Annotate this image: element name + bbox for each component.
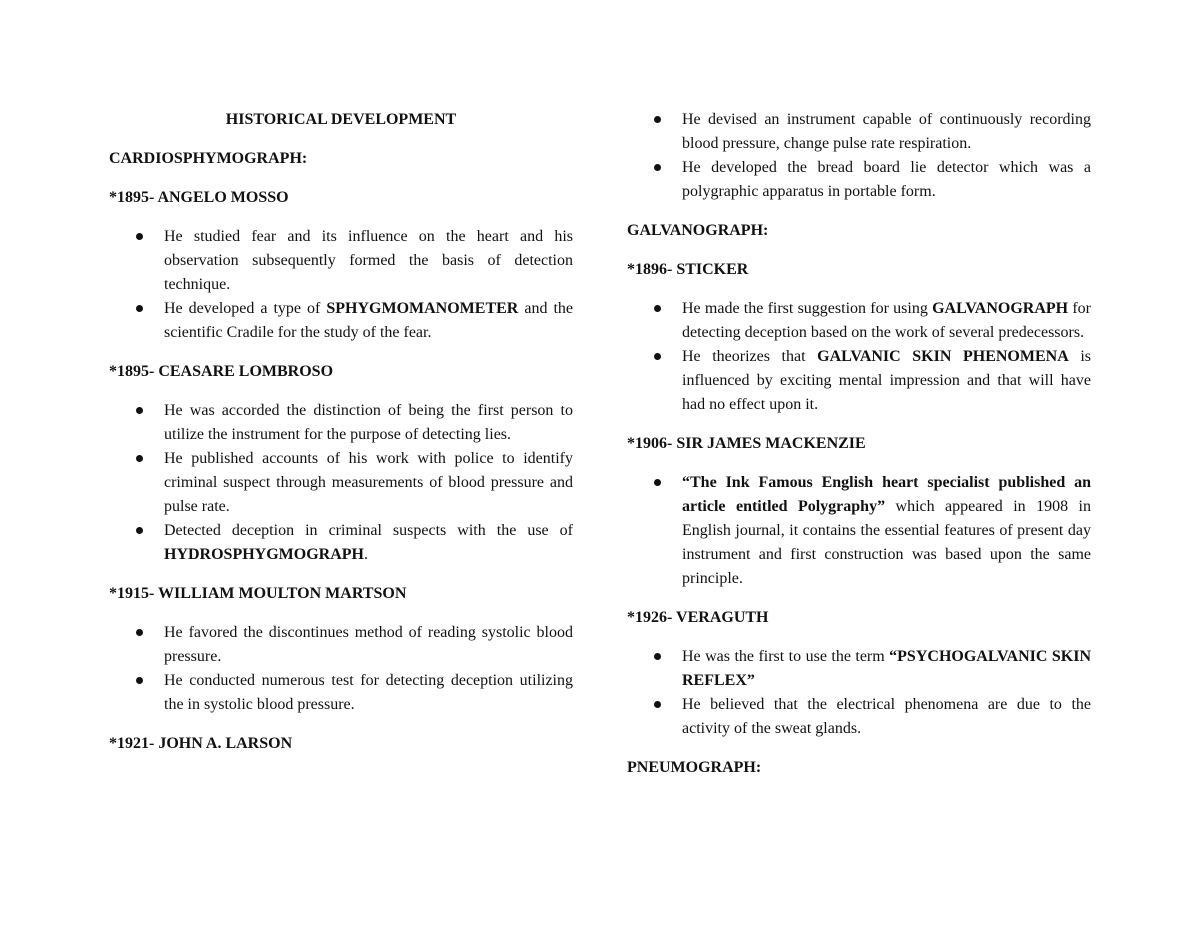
list-item	[109, 297, 573, 345]
list-item-text: He favored the discontinues method of reading systolic blood pressure.	[164, 624, 573, 665]
bullet-list-mosso	[109, 225, 573, 345]
bullet-list-marston	[109, 621, 573, 717]
entry-heading-larson: *1921- JOHN A. LARSON	[109, 735, 293, 752]
list-item-text: for detecting deception based on the work of several predecessors.	[682, 300, 1092, 341]
list-item	[627, 108, 1091, 156]
list-item-text: He believed that the electrical phenomena are due to the activity of the sweat glands.	[682, 696, 1091, 737]
list-item-text: and the scientific Cradile for the study of the fear.	[164, 300, 573, 341]
bullet-icon	[654, 164, 661, 171]
emphasis-term: GALVANOGRAPH	[932, 300, 1069, 317]
emphasis-term: HYDROSPHYGMOGRAPH	[164, 546, 364, 563]
emphasis-term: GALVANIC SKIN PHENOMENA	[817, 348, 1069, 365]
emphasis-term: SPHYGMOMANOMETER	[326, 300, 519, 317]
section-heading-galvanograph: GALVANOGRAPH:	[627, 222, 769, 239]
list-item	[109, 621, 573, 669]
emphasis-term: “PSYCHOGALVANIC SKIN REFLEX”	[682, 648, 1091, 689]
list-item	[627, 693, 1091, 741]
entry-heading-lombroso: *1895- CEASARE LOMBROSO	[109, 363, 334, 380]
entry-heading-sticker: *1896- STICKER	[627, 261, 749, 278]
bullet-icon	[136, 407, 143, 414]
bullet-icon	[654, 479, 661, 486]
left-column	[109, 108, 573, 771]
section-heading-cardiosphymograph: CARDIOSPHYMOGRAPH:	[109, 150, 308, 167]
bullet-icon	[654, 653, 661, 660]
bullet-list-veraguth	[627, 645, 1091, 741]
list-item-text: which appeared in 1908 in English journal, it contains the essential features of present day instrument and first construction was based upon the same principle.	[682, 498, 1092, 587]
bullet-icon	[136, 455, 143, 462]
bullet-icon	[136, 527, 143, 534]
list-item	[109, 669, 573, 717]
list-item-text: He conducted numerous test for detecting deception utilizing the in systolic blood pressure.	[164, 672, 573, 713]
bullet-icon	[136, 629, 143, 636]
list-item-text: He studied fear and its influence on the heart and his observation subsequently formed the basis of detection technique.	[164, 228, 573, 293]
page-title: HISTORICAL DEVELOPMENT	[225, 111, 457, 128]
list-item	[627, 345, 1091, 417]
list-item-text: .	[364, 546, 368, 563]
bullet-icon	[654, 701, 661, 708]
bullet-icon	[654, 353, 661, 360]
emphasis-term: “The Ink Famous English heart specialist published an article entitled Polygraphy”	[682, 474, 1091, 515]
list-item-text: is influenced by exciting mental impression and that will have had no effect upon it.	[682, 348, 1092, 413]
list-item-text: He theorizes that	[682, 348, 818, 365]
list-item	[627, 156, 1091, 204]
bullet-icon	[654, 305, 661, 312]
entry-heading-mackenzie: *1906- SIR JAMES MACKENZIE	[627, 435, 866, 452]
list-item	[627, 297, 1091, 345]
bullet-list-lombroso	[109, 399, 573, 567]
list-item	[627, 645, 1091, 693]
list-item	[109, 225, 573, 297]
list-item	[109, 399, 573, 447]
entry-heading-veraguth: *1926- VERAGUTH	[627, 609, 769, 626]
right-column	[627, 108, 1091, 795]
bullet-list-larson	[627, 108, 1091, 204]
bullet-icon	[136, 677, 143, 684]
bullet-list-mackenzie	[627, 471, 1091, 591]
section-heading-pneumograph: PNEUMOGRAPH:	[627, 759, 762, 776]
list-item-text: He was the first to use the term	[682, 648, 890, 665]
list-item-text: He made the first suggestion for using	[682, 300, 933, 317]
list-item-text: He published accounts of his work with police to identify criminal suspect through measurements of blood pressure and pulse rate.	[164, 450, 573, 515]
list-item	[627, 471, 1091, 591]
list-item-text: He developed the bread board lie detector which was a polygraphic apparatus in portable form.	[682, 159, 1091, 200]
bullet-list-sticker	[627, 297, 1091, 417]
list-item-text: He was accorded the distinction of being the first person to utilize the instrument for the purpose of detecting lies.	[164, 402, 573, 443]
list-item	[109, 447, 573, 519]
entry-heading-mosso: *1895- ANGELO MOSSO	[109, 189, 289, 206]
bullet-icon	[136, 233, 143, 240]
bullet-icon	[654, 116, 661, 123]
entry-heading-marston: *1915- WILLIAM MOULTON MARTSON	[109, 585, 407, 602]
list-item-text: Detected deception in criminal suspects with the use of	[164, 522, 573, 539]
list-item-text: He devised an instrument capable of continuously recording blood pressure, change pulse rate respiration.	[682, 111, 1091, 152]
list-item-text: He developed a type of	[164, 300, 327, 317]
list-item	[109, 519, 573, 567]
bullet-icon	[136, 305, 143, 312]
